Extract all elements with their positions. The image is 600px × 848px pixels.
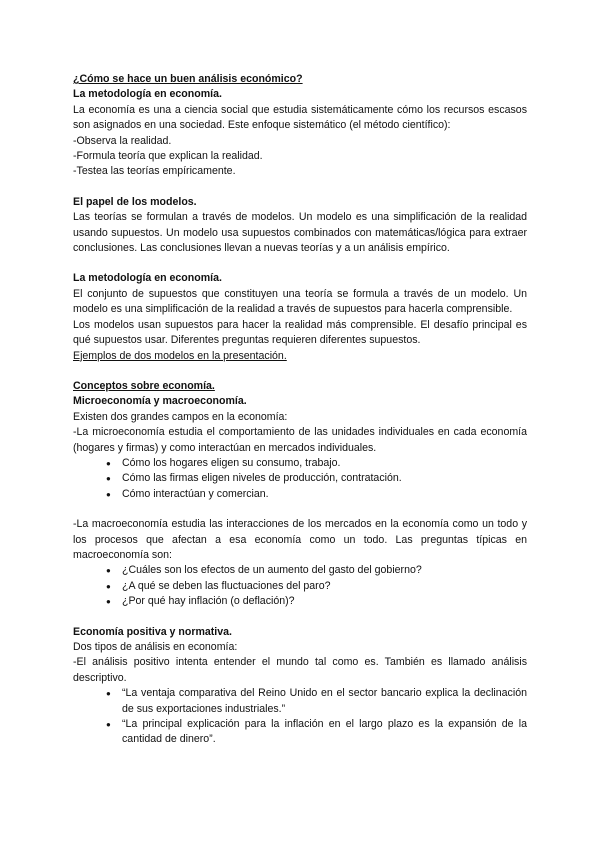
list-item: ● Cómo los hogares eligen su consumo, trabajo. [106,456,527,471]
section-title: Economía positiva y normativa. [73,625,232,638]
method-step: -Formula teoría que explican la realidad. [73,150,263,163]
section-title: Conceptos sobre economía. [73,379,215,392]
paragraph: Los modelos usan supuestos para hacer la realidad más comprensible. El desafío principal es qué supuestos usar. Diferentes preguntas requieren diferentes supuestos. [73,318,527,347]
section-subtitle: La metodología en economía. [73,88,222,101]
paragraph: Dos tipos de análisis en economía: [73,641,238,653]
section-title: La metodología en economía. [73,272,222,285]
list-item: ● ¿Cuáles son los efectos de un aumento del gasto del gobierno? [106,563,527,578]
paragraph: -La macroeconomía estudia las interacciones de los mercados en la economía como un todo y los procesos que afectan a esa economía como un todo. Las preguntas típicas en macroeconomía son: [73,518,527,561]
method-step: -Testea las teorías empíricamente. [73,165,236,178]
bullet-list [73,563,527,609]
method-step: -Observa la realidad. [73,134,172,147]
list-item: ● ¿Por qué hay inflación (o deflación)? [106,594,527,609]
paragraph: -El análisis positivo intenta entender el mundo tal como es. También es llamado análisis descriptivo. [73,656,527,684]
list-item: ● “La ventaja comparativa del Reino Unido en el sector bancario explica la declinación de sus exportaciones industriales.” [106,686,527,717]
paragraph: Las teorías se formulan a través de modelos. Un modelo es una simplificación de la realidad usando supuestos. Un modelo usa supuestos combinados con matemáticas/lógica para extraer conclusiones. Las conclusiones llevan a nuevas teorías y a un análisis empírico. [73,211,527,255]
section-title: ¿Cómo se hace un buen análisis económico? [73,73,303,85]
presentation-link[interactable]: Ejemplos de dos modelos en la presentación. [73,349,287,362]
section-subtitle: Microeconomía y macroeconomía. [73,395,247,408]
paragraph: El conjunto de supuestos que constituyen una teoría se formula a través de un modelo. Un modelo es una simplificación de la realidad a través de supuestos para hacerla comprensible. [73,287,527,316]
paragraph: -La microeconomía estudia el comportamiento de las unidades individuales en cada economía (hogares y firmas) y como interactúan en mercados individuales. [73,426,527,454]
list-item: ● Cómo interactúan y comercian. [106,487,527,502]
list-item: ● ¿A qué se deben las fluctuaciones del paro? [106,579,527,594]
bullet-list [73,456,527,502]
section-title: El papel de los modelos. [73,195,197,208]
bullet-list [73,686,527,748]
list-item: ● “La principal explicación para la inflación en el largo plazo es la expansión de la cantidad de dinero”. [106,717,527,748]
list-item: ● Cómo las firmas eligen niveles de producción, contratación. [106,471,527,486]
paragraph: La economía es una a ciencia social que estudia sistemáticamente cómo los recursos escasos son asignados en una sociedad. Este enfoque sistemático (el método científico): [73,103,527,132]
paragraph: Existen dos grandes campos en la economía: [73,410,288,423]
